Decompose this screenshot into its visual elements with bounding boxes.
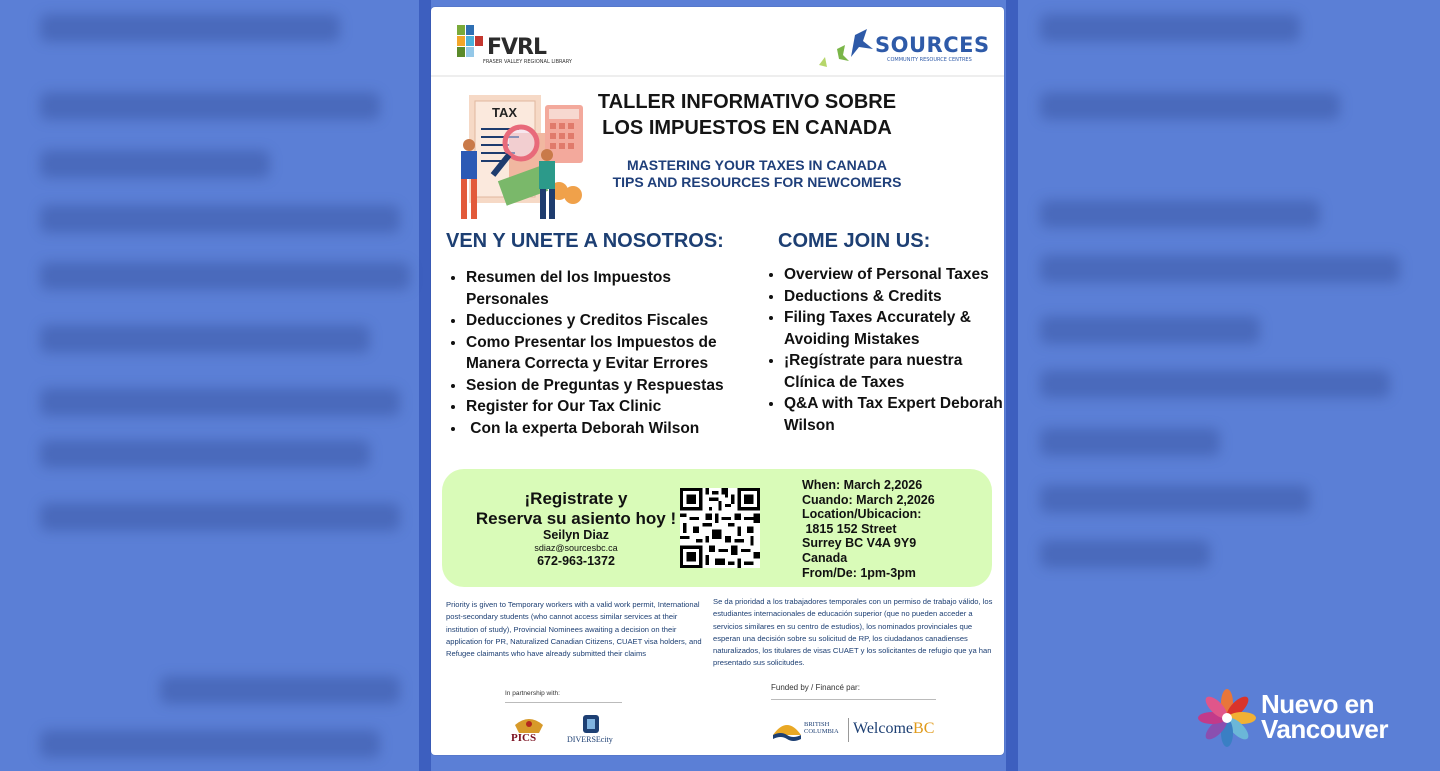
location-country: Canada [802,550,848,565]
list-item: • Deductions & Credits [784,286,1004,308]
list-item: • Con la experta Deborah Wilson [466,418,756,440]
list-item: • Resumen del los Impuestos Personales [466,267,756,310]
sources-subtitle: COMMUNITY RESOURCE CENTRES [887,57,972,63]
footer-separator [848,718,849,742]
diversecity-logo [567,713,615,751]
tax-workshop-flyer [431,7,1004,755]
location-label: Location/Ubicacion: [802,507,922,522]
nuevo-en-vancouver-wordmark: Nuevo en Vancouver [1261,689,1389,744]
fvrl-wordmark: FVRL [487,35,547,60]
event-date-es: Cuando: March 2,2026 [802,492,935,507]
location-street: 1815 152 Street [802,521,897,536]
qr-code[interactable] [680,488,760,568]
spanish-heading: VEN Y UNETE A NOSOTROS: [446,230,724,252]
header-divider [431,75,1004,77]
tax-label: TAX [492,105,518,120]
list-item: • Overview of Personal Taxes [784,264,1004,286]
list-item: • Register for Our Tax Clinic [466,396,756,418]
spanish-topic-list [446,267,756,439]
registration-title: ¡Registrate y Reserva su asiento hoy ! [475,489,677,528]
location-city: Surrey BC V4A 9Y9 [802,536,917,551]
contact-phone: 672-963-1372 [537,554,615,568]
title-english: MASTERING YOUR TAXES IN CANADA TIPS AND RESOURCES FOR NEWCOMERS [612,157,902,190]
tax-documents-illustration [449,93,594,221]
english-heading: COME JOIN US: [778,230,931,252]
eligibility-spanish: Se da prioridad a los trabajadores temporales con un permiso de trabajo válido, los estudiantes internacionales de educación superior (que no pueden acceder a servicios similares en su centro de estudios), los nominados provinciales que esperan una decisión sobre su solicitud de RP, los ciudadanos canadienses naturalizados, los titulares de visas CUAET y los solicitantes de refugio que ya han presentado sus solicitudes. [713,597,993,668]
sources-wordmark: SOURCES [875,33,990,57]
contact-name: Seilyn Diaz [543,528,609,542]
fvrl-blocks-icon [457,25,487,59]
poster-frame-left [419,0,431,771]
funded-rule [771,699,936,700]
diversecity-wordmark: DIVERSEcity [567,735,613,744]
birds-icon [815,27,875,71]
fvrl-logo [457,23,572,69]
list-item: • ¡Regístrate para nuestra Clínica de Taxes [784,350,1004,393]
partnership-label: In partnership with: [505,690,560,697]
contact-email[interactable]: sdiaz@sourcesbc.ca [534,543,618,553]
english-topic-list [764,264,1004,436]
bc-wordmark: BRITISH COLUMBIA [804,721,839,735]
event-date-en: When: March 2,2026 [802,478,923,492]
event-time: From/De: 1pm-3pm [802,565,916,580]
list-item: • Q&A with Tax Expert Deborah Wilson [784,393,1004,436]
poster-frame-right [1006,0,1018,771]
welcomebc-logo: WelcomeBC [853,720,935,737]
title-spanish: TALLER INFORMATIVO SOBRE LOS IMPUESTOS EN CANADA [597,91,897,139]
eligibility-english: Priority is given to Temporary workers with a valid work permit, International post-secondary students (who cannot access similar services at their institution of study), Provincial Nominees awaiting a decision on their application for PR, Naturalized Canadian Citizens, CUAET visa holders, and Refugee claimants who have already submitted their claims [446,600,702,659]
sources-logo [815,27,990,71]
funded-label: Funded by / Financé par: [771,683,860,692]
list-item: • Deducciones y Creditos Fiscales [466,310,756,332]
registration-panel [442,469,992,587]
flower-logo-icon [1196,687,1258,749]
list-item: • Filing Taxes Accurately & Avoiding Mistakes [784,307,1004,350]
picts-wordmark: PICS [511,732,537,744]
event-details [802,478,935,580]
fvrl-subtitle: FRASER VALLEY REGIONAL LIBRARY [483,59,572,65]
list-item: • Sesion de Preguntas y Respuestas [466,375,756,397]
list-item: • Como Presentar los Impuestos de Manera Correcta y Evitar Errores [466,332,756,375]
partnership-rule [505,702,622,703]
